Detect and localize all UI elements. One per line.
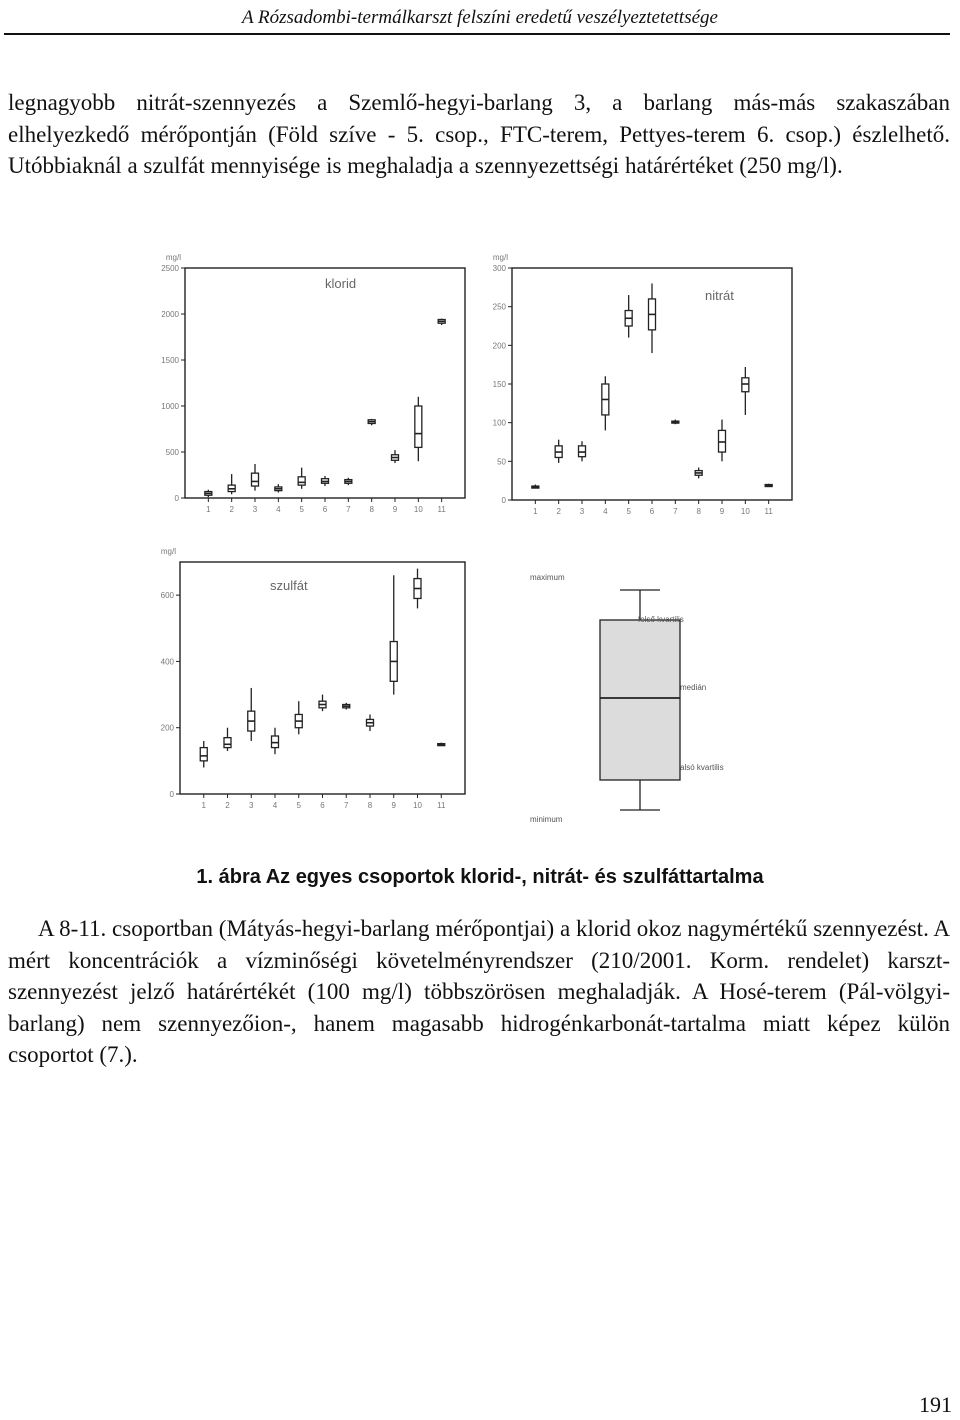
x-tick-label: 11	[437, 801, 446, 810]
x-tick-label: 5	[299, 505, 304, 514]
legend-label: maximum	[530, 573, 565, 582]
plot-frame	[185, 268, 465, 498]
y-tick-label: 200	[160, 723, 174, 733]
x-tick-label: 9	[391, 801, 396, 810]
box-iqr	[252, 473, 259, 486]
y-tick-label: 100	[492, 418, 506, 428]
x-tick-label: 11	[437, 505, 446, 514]
y-tick-label: 400	[160, 657, 174, 667]
x-tick-label: 10	[413, 801, 422, 810]
x-tick-label: 2	[229, 505, 234, 514]
x-tick-label: 3	[252, 505, 258, 514]
y-tick-label: 300	[492, 264, 506, 273]
x-tick-label: 8	[696, 507, 701, 516]
page-number: 191	[919, 1392, 952, 1417]
chart-klorid	[150, 228, 470, 518]
box-iqr	[298, 477, 305, 485]
y-axis-unit-label: mg/l	[165, 253, 181, 262]
y-tick-label: 250	[492, 302, 506, 312]
chart-nitrat	[480, 250, 800, 518]
box-iqr	[200, 748, 207, 761]
y-tick-label: 0	[174, 494, 179, 503]
x-tick-label: 11	[764, 507, 773, 516]
x-tick-label: 3	[249, 801, 254, 810]
box-plot-legend	[530, 570, 724, 825]
x-tick-label: 7	[673, 507, 678, 516]
legend-label: medián	[680, 683, 707, 692]
x-tick-label: 7	[344, 801, 349, 810]
legend-box	[600, 620, 680, 780]
figure-caption: 1. ábra Az egyes csoportok klorid-, nitrát- és szulfáttartalma	[196, 866, 764, 888]
box-iqr	[415, 406, 422, 447]
x-tick-label: 1	[201, 801, 206, 810]
y-axis-unit-label: mg/l	[492, 253, 508, 262]
x-tick-label: 8	[367, 801, 373, 810]
y-tick-label: 2000	[161, 310, 179, 319]
x-tick-label: 6	[320, 801, 325, 810]
y-axis-unit-label: mg/l	[160, 547, 176, 556]
x-tick-label: 4	[603, 507, 608, 516]
x-tick-label: 4	[272, 801, 278, 810]
legend-label: alsó kvartilis	[680, 763, 724, 772]
y-tick-label: 600	[160, 591, 174, 601]
y-tick-label: 150	[492, 380, 506, 389]
header-rule	[4, 33, 950, 35]
x-tick-label: 3	[579, 507, 585, 516]
x-tick-label: 9	[392, 505, 398, 514]
x-tick-label: 6	[649, 507, 655, 516]
x-tick-label: 7	[346, 505, 351, 514]
chart-szulfat	[140, 547, 470, 825]
box-iqr	[224, 738, 231, 748]
y-tick-label: 0	[501, 496, 506, 505]
y-tick-label: 500	[165, 448, 179, 457]
body-paragraph-2-text: A 8-11. csoportban (Mátyás-hegyi-barlang mérőpontjai) a klorid okoz nagymértékű szennyezést. A mért koncentrációk a vízminőségi követelményrendszer (210/2001. Korm. rendelet) karszt-szennyezést jelző határértékét (100 mg/l) többszörösen meghaladják. A Hosé-terem (Pál-völgyi-barlang) nem szennyezőion-, hanem magasabb hidrogénkarbonát-tartalma miatt képez külön csoportot (7.).	[8, 916, 950, 1068]
chart-title: szulfát	[270, 578, 308, 593]
legend-label: minimum	[530, 815, 563, 824]
x-tick-label: 1	[206, 505, 211, 514]
chart-title: klorid	[325, 276, 357, 291]
body-paragraph-1: legnagyobb nitrát-szennyezés a Szemlő-hegyi-barlang 3, a barlang más-más szakaszában elhelyezkedő mérőpontján (Föld szíve - 5. csop., FTC-terem, Pettyes-terem 6. csop.) észlelhető. Utóbbiaknál a szulfát mennyisége is meghaladja a szennyezettségi határértéket (250 mg/l).	[8, 90, 950, 179]
x-tick-label: 8	[369, 505, 374, 514]
y-tick-label: 1500	[161, 356, 179, 365]
x-tick-label: 5	[626, 507, 631, 516]
x-tick-label: 6	[322, 505, 328, 514]
x-tick-label: 2	[225, 801, 230, 810]
x-tick-label: 1	[533, 507, 538, 516]
running-header: A Rózsadombi-termálkarszt felszíni eredetű veszélyeztetettsége	[242, 7, 718, 28]
chart-title: nitrát	[705, 288, 734, 303]
x-tick-label: 2	[556, 507, 561, 516]
y-tick-label: 200	[492, 341, 506, 351]
y-tick-label: 2500	[161, 264, 179, 273]
y-tick-label: 0	[169, 790, 174, 799]
x-tick-label: 10	[740, 507, 750, 516]
legend-label: felső kvartilis	[638, 615, 684, 624]
box-iqr	[272, 736, 279, 748]
x-tick-label: 10	[413, 505, 423, 514]
body-paragraph-2	[8, 913, 950, 1071]
x-tick-label: 5	[296, 801, 301, 810]
plot-frame	[180, 562, 465, 794]
x-tick-label: 4	[276, 505, 281, 514]
x-tick-label: 9	[719, 507, 725, 516]
y-tick-label: 1000	[161, 402, 179, 411]
y-tick-label: 50	[497, 457, 506, 467]
